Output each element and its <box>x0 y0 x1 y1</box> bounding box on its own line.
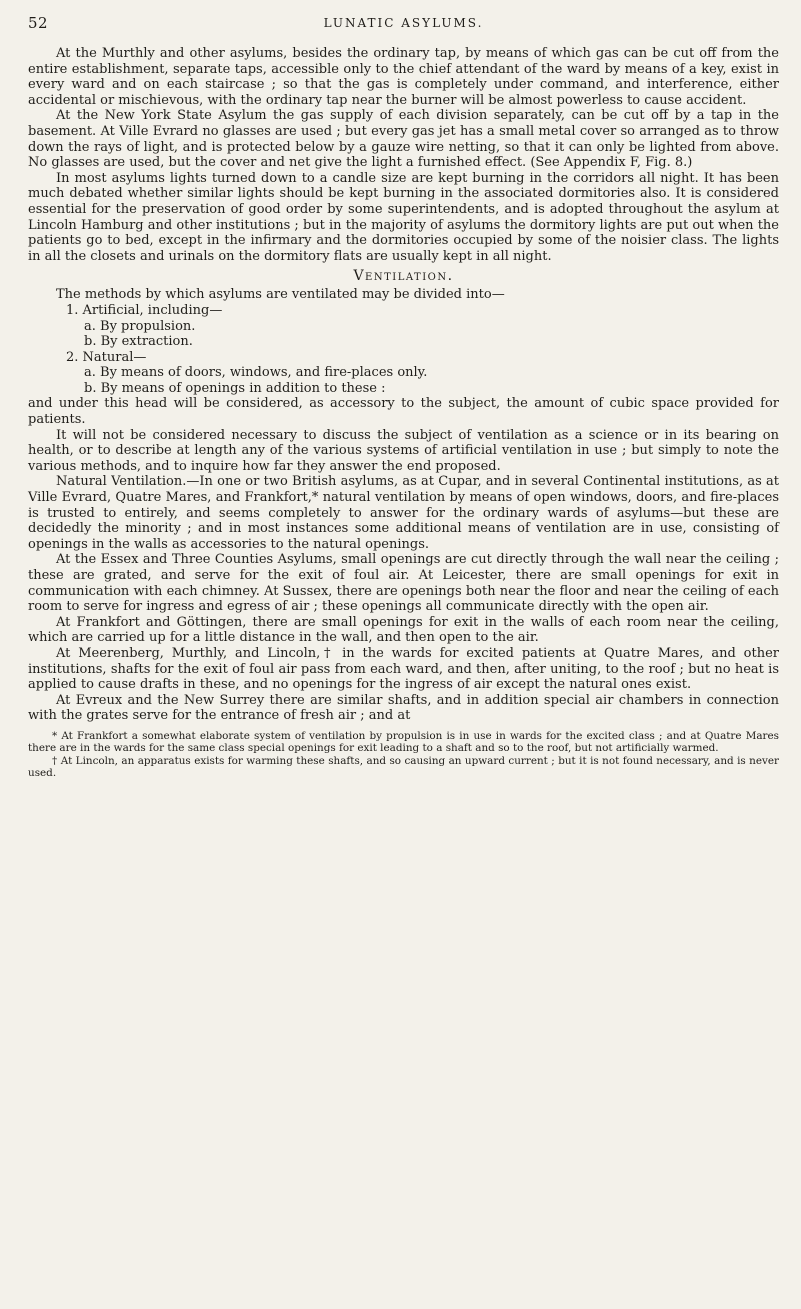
paragraph: In most asylums lights turned down to a candle size are kept burning in the corridors all night. It has been much debated whether similar lights should be kept burning in the associated dormitories also. It is considered essential for the preservation of good order by some superintendents, and is adopted throughout the asylum at Lincoln Hamburg and other institutions ; but in the majority of asylums the dormitory lights are put out when the patients go to bed, except in the infirmary and the dormitories occupied by some of the noisier class. The lights in all the closets and urinals on the dormitory flats are usually kept in all night. <box>28 170 779 264</box>
paragraph: At Frankfort and Göttingen, there are small openings for exit in the walls of each room near the ceiling, which are carried up for a little distance in the wall, and then open to the air. <box>28 614 779 646</box>
footnotes <box>28 730 779 780</box>
section-heading: Ventilation. <box>353 268 454 285</box>
body-text <box>28 46 779 724</box>
page-number: 52 <box>28 14 49 32</box>
running-title: LUNATIC ASYLUMS. <box>323 16 484 30</box>
ventilation-method-list <box>28 303 779 397</box>
paragraph: At Meerenberg, Murthly, and Lincoln,† in the wards for excited patients at Quatre Mares, and other institutions, shafts for the exit of foul air pass from each ward, and then, after uniting, to the roof ; but no heat is applied to cause drafts in these, and no openings for the ingress of air except the natural ones exist. <box>28 645 779 693</box>
list-item: b. By means of openings in addition to these : <box>84 380 386 396</box>
list-item: a. By propulsion. <box>84 318 196 334</box>
paragraph: At Evreux and the New Surrey there are similar shafts, and in addition special air chambers in connection with the grates serve for the entrance of fresh air ; and at <box>28 692 779 724</box>
paragraph: At the New York State Asylum the gas supply of each division separately, can be cut off by a tap in the basement. At Ville Evrard no glasses are used ; but every gas jet has a small metal cover so arranged as to throw down the rays of light, and is protected below by a gauze wire netting, so that it can only be lighted from above. No glasses are used, but the cover and net give the light a furnished effect. (See Appendix F, Fig. 8.) <box>28 108 779 171</box>
paragraph: At the Essex and Three Counties Asylums, small openings are cut directly through the wall near the ceiling ; these are grated, and serve for the exit of foul air. At Leicester, there are small openings for exit in communication with each chimney. At Sussex, there are openings both near the floor and near the ceiling of each room to serve for ingress and egress of air ; these openings all communicate directly with the open air. <box>28 552 779 615</box>
running-head <box>28 14 779 38</box>
list-item: b. By extraction. <box>84 334 193 350</box>
footnote: * At Frankfort a somewhat elaborate system of ventilation by propulsion is in use in wards for the excited class ; and at Quatre Mares there are in the wards for the same class special openings for exit leading to a shaft and so to the roof, but not artificially warmed. <box>28 729 779 755</box>
paragraph: At the Murthly and other asylums, besides the ordinary tap, by means of which gas can be cut off from the entire establishment, separate taps, accessible only to the chief attendant of the ward by means of a key, exist in every ward and on each staircase ; so that the gas is completely under command, and interference, either accidental or mischievous, with the ordinary tap near the burner will be almost powerless to cause accident. <box>28 46 779 108</box>
intro-line: The methods by which asylums are ventilated may be divided into— <box>56 287 505 303</box>
list-continuation: and under this head will be considered, as accessory to the subject, the amount of cubic space provided for patients. <box>28 396 779 428</box>
footnote: † At Lincoln, an apparatus exists for warming these shafts, and so causing an upward current ; but it is not found necessary, and is never used. <box>28 754 779 780</box>
list-item: a. By means of doors, windows, and fire-places only. <box>84 365 428 381</box>
paragraph: Natural Ventilation.—In one or two British asylums, as at Cupar, and in several Continental institutions, as at Ville Evrard, Quatre Mares, and Frankfort,* natural ventilation by means of open windows, doors, and fire-places is trusted to entirely, and seems completely to answer for the ordinary wards of asylums—but these are decidedly the minority ; and in most instances some additional means of ventilation are in use, consisting of openings in the walls as accessories to the natural openings. <box>28 474 779 552</box>
list-item: 1. Artificial, including— <box>66 302 223 318</box>
list-item: 2. Natural— <box>66 349 147 365</box>
paragraph: It will not be considered necessary to discuss the subject of ventilation as a science or in its bearing on health, or to describe at length any of the various systems of artificial ventilation in use ; but simply to note the various methods, and to inquire how far they answer the end proposed. <box>28 427 779 474</box>
